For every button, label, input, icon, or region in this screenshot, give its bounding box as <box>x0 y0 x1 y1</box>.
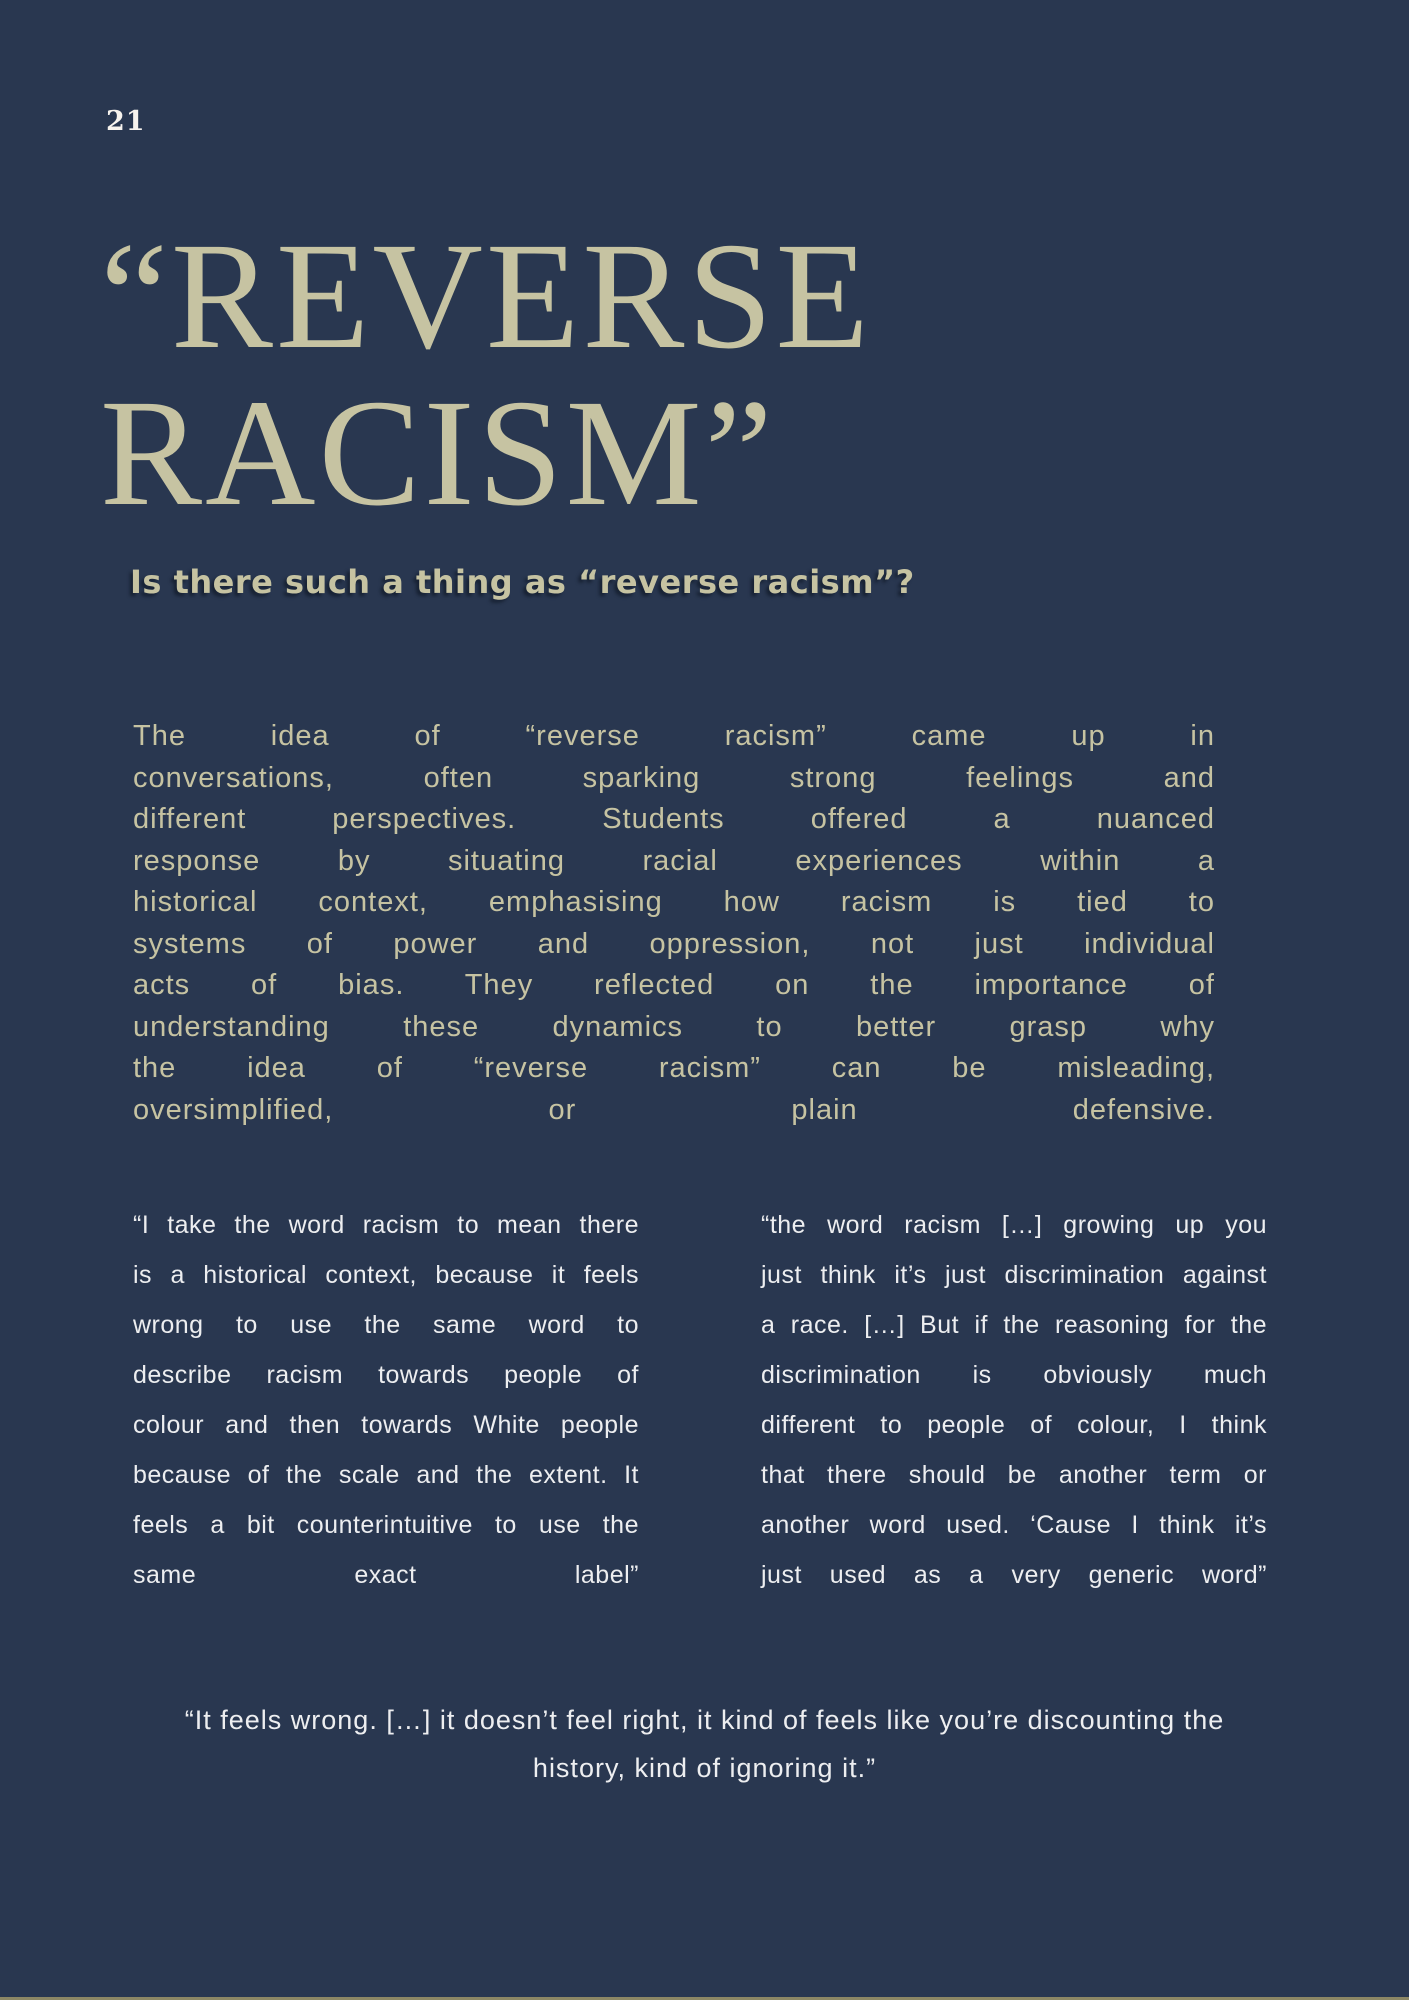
intro-line: systems of power and oppression, not just individual <box>133 927 1215 960</box>
intro-paragraph <box>133 716 1215 1131</box>
page-title-line-2: RACISM” <box>100 369 776 538</box>
quote-line: wrong to use the same word to <box>133 1311 639 1339</box>
quote-line: “I take the word racism to mean there <box>133 1211 639 1239</box>
page-number: 21 <box>106 106 146 137</box>
page-title <box>100 212 872 538</box>
right-quote <box>761 1200 1267 1600</box>
quote-line: colour and then towards White people <box>133 1411 639 1439</box>
intro-line: understanding these dynamics to better grasp why <box>133 1010 1215 1043</box>
intro-line: response by situating racial experiences within a <box>133 844 1215 877</box>
quote-line: another word used. ‘Cause I think it’s <box>761 1511 1267 1539</box>
quote-line: just used as a very generic word” <box>761 1561 1267 1589</box>
quote-line: discrimination is obviously much <box>761 1361 1267 1389</box>
bottom-quote-line: “It feels wrong. […] it doesn’t feel right, it kind of feels like you’re discounting the <box>184 1705 1225 1735</box>
quote-line: that there should be another term or <box>761 1461 1267 1489</box>
intro-line: acts of bias. They reflected on the importance of <box>133 969 1215 1001</box>
quote-line: “the word racism […] growing up you <box>761 1211 1267 1239</box>
quote-line: same exact label” <box>133 1561 639 1589</box>
page-subtitle: Is there such a thing as “reverse racism”? <box>130 563 915 601</box>
quote-line: feels a bit counterintuitive to use the <box>133 1511 639 1539</box>
intro-line: different perspectives. Students offered a nuanced <box>133 803 1215 835</box>
left-quote <box>133 1200 639 1600</box>
quote-line: describe racism towards people of <box>133 1361 639 1389</box>
intro-line: the idea of “reverse racism” can be misleading, <box>133 1052 1215 1084</box>
intro-line: conversations, often sparking strong feelings and <box>133 761 1215 794</box>
bottom-quote <box>0 1696 1409 1792</box>
quote-line: just think it’s just discrimination against <box>761 1261 1267 1289</box>
bottom-quote-line: history, kind of ignoring it.” <box>532 1753 877 1783</box>
quote-columns <box>133 1200 1267 1600</box>
quote-line: different to people of colour, I think <box>761 1411 1267 1439</box>
intro-line: oversimplified, or plain defensive. <box>133 1093 1215 1126</box>
intro-line: historical context, emphasising how racism is tied to <box>133 886 1215 918</box>
page-title-line-1: “REVERSE <box>100 212 872 381</box>
intro-line: The idea of “reverse racism” came up in <box>133 720 1215 752</box>
quote-line: because of the scale and the extent. It <box>133 1461 639 1489</box>
quote-line: is a historical context, because it feels <box>133 1261 639 1289</box>
quote-line: a race. […] But if the reasoning for the <box>761 1311 1267 1339</box>
